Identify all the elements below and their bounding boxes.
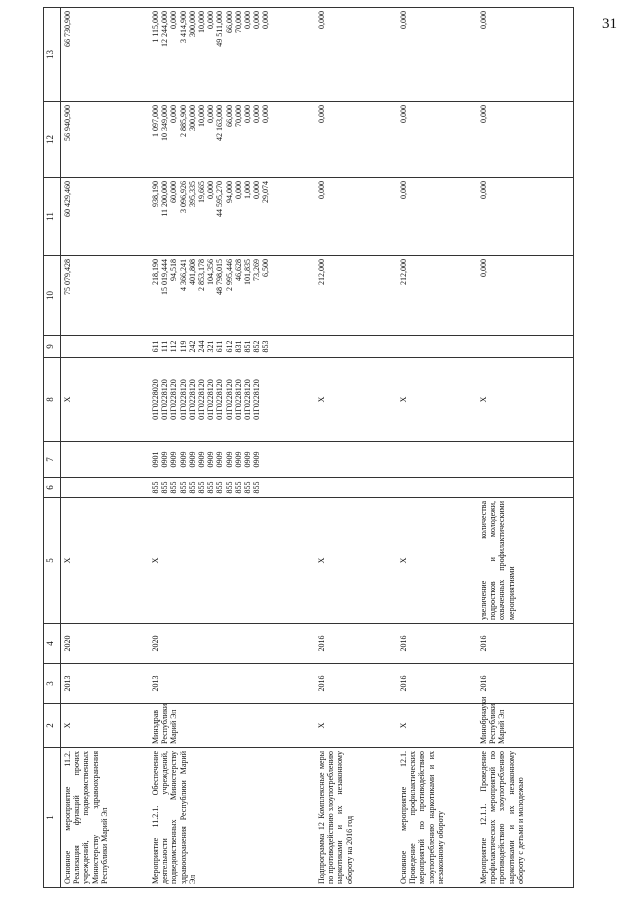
cell-line: 0,000 xyxy=(479,11,488,29)
cell-line: 0909 xyxy=(224,451,234,468)
cell-line: 855 xyxy=(160,481,170,494)
result-cell: X xyxy=(315,498,397,624)
amount-col11-cell xyxy=(61,178,150,256)
amount-col12-cell xyxy=(477,102,574,178)
cell-line: 66,000 xyxy=(224,11,234,33)
cell-line: 0,000 xyxy=(252,181,262,199)
table-row xyxy=(315,8,397,888)
cell-line: 851 xyxy=(242,340,252,353)
cell-line: 66 730,900 xyxy=(63,11,72,47)
cell-line: 2 853,178 xyxy=(196,259,206,291)
cell-line: 94,000 xyxy=(224,181,234,203)
cell-line: 29,074 xyxy=(261,181,271,203)
cell-line: 244 xyxy=(196,340,206,353)
cell-line: 48 798,015 xyxy=(215,259,225,295)
executor-cell: Минобрнауки Республики Марий Эл xyxy=(477,704,574,748)
cell-line: 0909 xyxy=(178,451,188,468)
amount-col10-cell xyxy=(315,256,397,336)
budget-table xyxy=(43,7,574,888)
amount-col13-cell xyxy=(61,8,150,102)
cell-line: 01Г0228120 xyxy=(178,379,188,420)
target-article-cell xyxy=(61,358,150,442)
cell-line: 15 019,444 xyxy=(160,259,170,295)
cell-line: 1 115,000 xyxy=(151,11,160,43)
cell-line: 12 244,000 xyxy=(160,11,170,47)
cell-line: 01Г0228120 xyxy=(206,379,216,420)
cell-line: 212,000 xyxy=(317,259,326,285)
table-row xyxy=(149,8,315,888)
executor-cell: Минздрав Республики Марий Эл xyxy=(149,704,315,748)
cell-line: 101,835 xyxy=(242,259,252,285)
section-cell xyxy=(477,442,574,478)
grbs-cell xyxy=(477,478,574,498)
cell-line: 112 xyxy=(169,340,179,353)
cell-line: 01Г0228120 xyxy=(252,379,262,420)
cell-line: 6,500 xyxy=(261,259,271,277)
amount-col12-cell xyxy=(397,102,477,178)
start-year-cell: 2016 xyxy=(315,664,397,704)
result-cell: X xyxy=(397,498,477,624)
cell-line: 0,000 xyxy=(206,181,216,199)
cell-line: 60,000 xyxy=(169,181,179,203)
section-cell xyxy=(149,442,315,478)
grbs-cell xyxy=(61,478,150,498)
cell-line: 01Г0228120 xyxy=(242,379,252,420)
cell-line: 0,000 xyxy=(399,105,408,123)
result-cell: X xyxy=(149,498,315,624)
expense-type-cell xyxy=(149,336,315,358)
cell-line: 0909 xyxy=(242,451,252,468)
column-header: 1 xyxy=(44,748,61,888)
cell-line: 0,000 xyxy=(479,105,488,123)
cell-line: X xyxy=(317,396,326,403)
table-row xyxy=(477,8,574,888)
cell-line: 0,000 xyxy=(242,11,252,29)
end-year-cell: 2016 xyxy=(397,624,477,664)
executor-cell: X xyxy=(315,704,397,748)
expense-type-cell xyxy=(397,336,477,358)
amount-col12-cell xyxy=(149,102,315,178)
cell-line: 855 xyxy=(169,481,179,494)
cell-line: 01Г0228020 xyxy=(151,379,160,420)
cell-line: 300,000 xyxy=(187,11,197,37)
cell-line: 855 xyxy=(196,481,206,494)
cell-line: 70,000 xyxy=(233,11,243,33)
start-year-cell: 2013 xyxy=(149,664,315,704)
cell-line: X xyxy=(399,396,408,403)
executor-cell: X xyxy=(61,704,150,748)
amount-col10-cell xyxy=(149,256,315,336)
cell-line: 94,518 xyxy=(169,259,179,281)
cell-line: 853 xyxy=(261,340,271,353)
row-name: Основное мероприятие 11.2. Реализация функций прочих учреждений, подведомственных Министерству здравоохранения Республики Марий Эл xyxy=(61,748,150,888)
end-year-cell: 2020 xyxy=(149,624,315,664)
cell-line: 321 xyxy=(206,340,216,353)
target-article-cell xyxy=(149,358,315,442)
cell-line: 0,000 xyxy=(479,259,488,277)
amount-col13-cell xyxy=(315,8,397,102)
row-name: Подпрограмма 12 Комплексные меры по противодействию злоупотреблению наркотиками и их незаконному обороту на 2016 год xyxy=(315,748,397,888)
column-header: 4 xyxy=(44,624,61,664)
cell-line: 611 xyxy=(215,340,225,353)
section-cell xyxy=(61,442,150,478)
row-name: Основное мероприятие 12.1. Проведение профилактических мероприятий по противодействию злоупотреблению наркотиками и их незаконному обороту xyxy=(397,748,477,888)
cell-line: 70,000 xyxy=(233,105,243,127)
cell-line: 242 xyxy=(187,340,197,353)
column-header: 11 xyxy=(44,178,61,256)
cell-line: 01Г0228120 xyxy=(160,379,170,420)
cell-line: 10,000 xyxy=(196,11,206,33)
cell-line: 855 xyxy=(242,481,252,494)
cell-line: 395,335 xyxy=(187,181,197,207)
cell-line: 0,000 xyxy=(169,105,179,123)
cell-line: 0,000 xyxy=(206,11,216,29)
cell-line: 0,000 xyxy=(399,181,408,199)
cell-line: 46,628 xyxy=(233,259,243,281)
cell-line: 0909 xyxy=(215,451,225,468)
grbs-cell xyxy=(315,478,397,498)
table-header-row xyxy=(44,8,61,888)
cell-line: 852 xyxy=(252,340,262,353)
target-article-cell xyxy=(315,358,397,442)
cell-line: 0909 xyxy=(252,451,262,468)
cell-line: 01Г0228120 xyxy=(233,379,243,420)
cell-line: 0909 xyxy=(233,451,243,468)
cell-line: 60 429,460 xyxy=(63,181,72,217)
cell-line: 0,000 xyxy=(261,11,271,29)
cell-line: X xyxy=(479,396,488,403)
cell-line: 218,190 xyxy=(151,259,160,285)
cell-line: 0,000 xyxy=(399,11,408,29)
table-row xyxy=(397,8,477,888)
column-header: 7 xyxy=(44,442,61,478)
cell-line: 56 940,900 xyxy=(63,105,72,141)
cell-line: 111 xyxy=(160,340,170,353)
cell-line: 0,000 xyxy=(252,105,262,123)
result-cell: X xyxy=(61,498,150,624)
cell-line: 01Г0228120 xyxy=(187,379,197,420)
column-header: 2 xyxy=(44,704,61,748)
rotated-table-container xyxy=(43,8,603,888)
cell-line: 855 xyxy=(151,481,160,494)
cell-line: 73,269 xyxy=(252,259,262,281)
cell-line: 0,000 xyxy=(317,181,326,199)
cell-line: 0,000 xyxy=(252,11,262,29)
cell-line: 2 995,446 xyxy=(224,259,234,291)
cell-line: 0909 xyxy=(187,451,197,468)
column-header: 9 xyxy=(44,336,61,358)
row-name: Мероприятие 12.1.1. Проведение профилактических мероприятий по противодействию злоупотреблению наркотиками и их незаконному обороту с детьми и молодежью xyxy=(477,748,574,888)
start-year-cell: 2013 xyxy=(61,664,150,704)
cell-line: 401,808 xyxy=(187,259,197,285)
cell-line: 2 885,900 xyxy=(178,105,188,137)
end-year-cell: 2020 xyxy=(61,624,150,664)
target-article-cell xyxy=(477,358,574,442)
cell-line: 0,000 xyxy=(261,105,271,123)
cell-line: 855 xyxy=(215,481,225,494)
cell-line: 855 xyxy=(206,481,216,494)
cell-line: 01Г0228120 xyxy=(224,379,234,420)
section-cell xyxy=(315,442,397,478)
cell-line: 44 595,270 xyxy=(215,181,225,217)
start-year-cell: 2016 xyxy=(477,664,574,704)
cell-line: 3 414,900 xyxy=(178,11,188,43)
cell-line: 0,000 xyxy=(242,105,252,123)
section-cell xyxy=(397,442,477,478)
cell-line: 104,356 xyxy=(206,259,216,285)
cell-line: 19,665 xyxy=(196,181,206,203)
table-row xyxy=(61,8,150,888)
cell-line: 1,000 xyxy=(242,181,252,199)
cell-line: 4 366,241 xyxy=(178,259,188,291)
cell-line: 0901 xyxy=(151,451,160,468)
cell-line: 3 096,926 xyxy=(178,181,188,213)
expense-type-cell xyxy=(477,336,574,358)
cell-line: 42 163,000 xyxy=(215,105,225,141)
cell-line: 855 xyxy=(224,481,234,494)
cell-line: 300,000 xyxy=(187,105,197,131)
executor-cell: X xyxy=(397,704,477,748)
cell-line: 0,000 xyxy=(169,11,179,29)
cell-line: 01Г0228120 xyxy=(215,379,225,420)
column-header: 6 xyxy=(44,478,61,498)
column-header: 12 xyxy=(44,102,61,178)
cell-line: 10,000 xyxy=(196,105,206,127)
cell-line: 0909 xyxy=(206,451,216,468)
cell-line: 855 xyxy=(187,481,197,494)
cell-line: 0,000 xyxy=(206,105,216,123)
cell-line: 66,000 xyxy=(224,105,234,127)
cell-line: 938,190 xyxy=(151,181,160,207)
target-article-cell xyxy=(397,358,477,442)
page-number: 31 xyxy=(602,16,617,32)
end-year-cell: 2016 xyxy=(477,624,574,664)
grbs-cell xyxy=(149,478,315,498)
row-name: Мероприятие 11.2.1. Обеспечение деятельности учреждений, подведомственных Министерству здравоохранения Республики Марий Эл xyxy=(149,748,315,888)
column-header: 3 xyxy=(44,664,61,704)
amount-col13-cell xyxy=(149,8,315,102)
amount-col13-cell xyxy=(477,8,574,102)
amount-col10-cell xyxy=(397,256,477,336)
amount-col12-cell xyxy=(315,102,397,178)
cell-line: 212,000 xyxy=(399,259,408,285)
column-header: 8 xyxy=(44,358,61,442)
amount-col11-cell xyxy=(397,178,477,256)
cell-line: 0909 xyxy=(160,451,170,468)
cell-line: 0,000 xyxy=(317,11,326,29)
cell-line: 0909 xyxy=(196,451,206,468)
cell-line: 75 079,428 xyxy=(63,259,72,295)
cell-line: 855 xyxy=(233,481,243,494)
amount-col10-cell xyxy=(477,256,574,336)
column-header: 10 xyxy=(44,256,61,336)
cell-line: 11 200,000 xyxy=(160,181,170,217)
grbs-cell xyxy=(397,478,477,498)
cell-line: 1 097,000 xyxy=(151,105,160,137)
cell-line: 01Г0228120 xyxy=(169,379,179,420)
cell-line: 831 xyxy=(233,340,243,353)
cell-line: 49 511,000 xyxy=(215,11,225,47)
column-header: 13 xyxy=(44,8,61,102)
cell-line: 119 xyxy=(178,340,188,353)
amount-col11-cell xyxy=(477,178,574,256)
cell-line: 612 xyxy=(224,340,234,353)
start-year-cell: 2016 xyxy=(397,664,477,704)
amount-col11-cell xyxy=(149,178,315,256)
expense-type-cell xyxy=(315,336,397,358)
expense-type-cell xyxy=(61,336,150,358)
end-year-cell: 2016 xyxy=(315,624,397,664)
cell-line: 855 xyxy=(178,481,188,494)
amount-col13-cell xyxy=(397,8,477,102)
cell-line: 0,000 xyxy=(233,181,243,199)
cell-line: X xyxy=(63,396,72,403)
amount-col11-cell xyxy=(315,178,397,256)
cell-line: 0909 xyxy=(169,451,179,468)
amount-col10-cell xyxy=(61,256,150,336)
cell-line: 10 349,000 xyxy=(160,105,170,141)
amount-col12-cell xyxy=(61,102,150,178)
cell-line: 611 xyxy=(151,340,160,353)
cell-line: 01Г0228120 xyxy=(196,379,206,420)
result-cell: увеличение количества подростков и молодежи, охваченных профилактическими мероприятиями xyxy=(477,498,574,624)
column-header: 5 xyxy=(44,498,61,624)
cell-line: 855 xyxy=(252,481,262,494)
cell-line: 0,000 xyxy=(479,181,488,199)
cell-line: 0,000 xyxy=(317,105,326,123)
